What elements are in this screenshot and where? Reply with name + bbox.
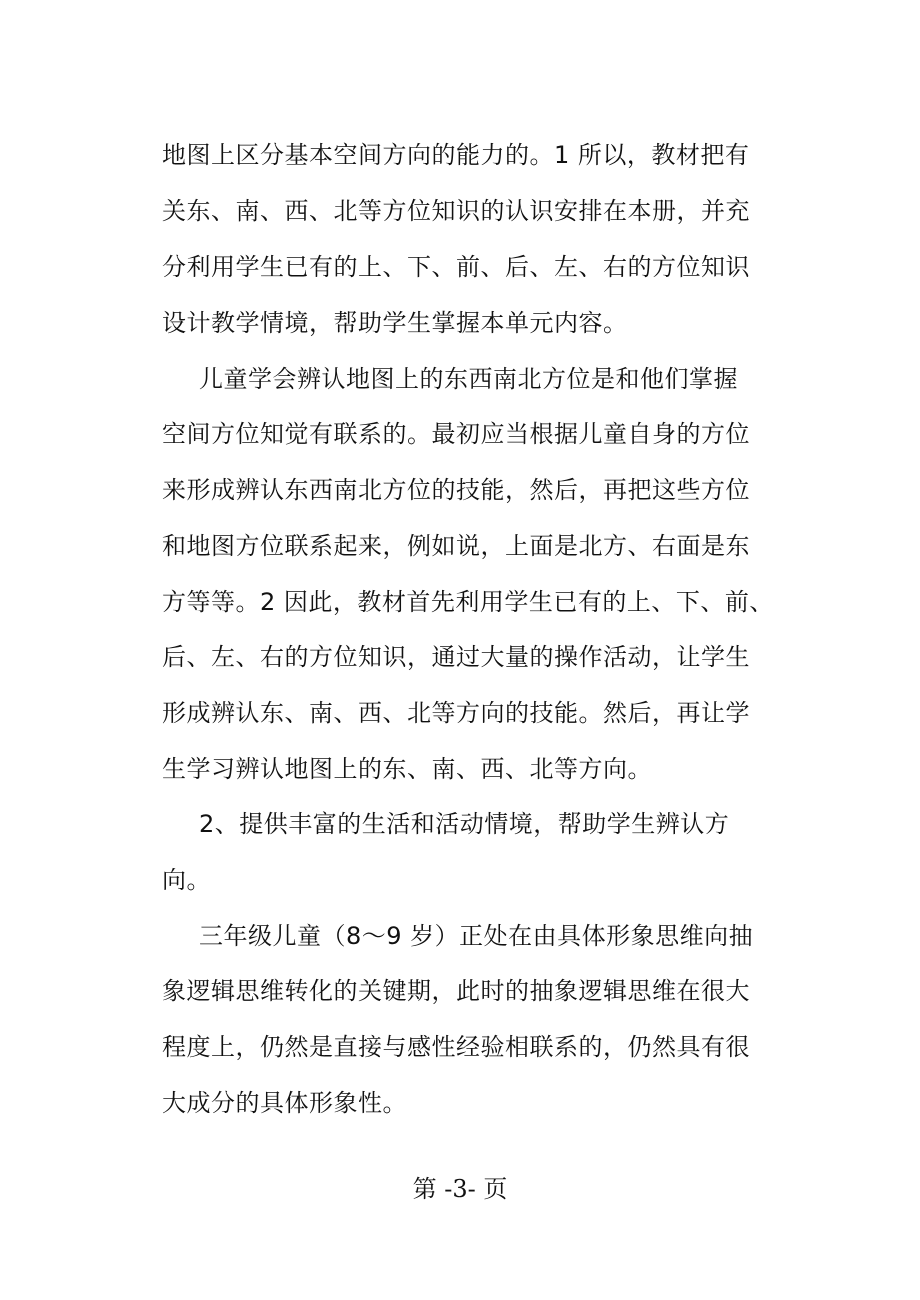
text-line: 象逻辑思维转化的关键期，此时的抽象逻辑思维在很大 [162,977,750,1005]
text-line: 关东、南、西、北等方位知识的认识安排在本册，并充 [162,197,750,225]
text-line: 大成分的具体形象性。 [162,1089,407,1117]
text-line: 形成辨认东、南、西、北等方向的技能。然后，再让学 [162,699,750,727]
page-number: 第 -3- 页 [412,1175,508,1203]
text-line: 方等等。2 因此，教材首先利用学生已有的上、下、前、 [162,588,774,616]
section-heading-line: 向。 [162,866,211,894]
text-line: 程度上，仍然是直接与感性经验相联系的，仍然具有很 [162,1033,750,1061]
text-line: 地图上区分基本空间方向的能力的。1 所以，教材把有 [162,141,750,169]
paragraph-start-line: 儿童学会辨认地图上的东西南北方位是和他们掌握 [199,365,738,393]
paragraph-start-line: 三年级儿童（8～9 岁）正处在由具体形象思维向抽 [199,922,754,950]
text-line: 来形成辨认东西南北方位的技能，然后，再把这些方位 [162,476,750,504]
text-line: 空间方位知觉有联系的。最初应当根据儿童自身的方位 [162,420,750,448]
text-line: 生学习辨认地图上的东、南、西、北等方向。 [162,755,652,783]
text-line: 后、左、右的方位知识，通过大量的操作活动，让学生 [162,643,750,671]
text-line: 分利用学生已有的上、下、前、后、左、右的方位知识 [162,253,750,281]
text-line: 设计教学情境，帮助学生掌握本单元内容。 [162,309,628,337]
section-heading-line: 2、提供丰富的生活和活动情境，帮助学生辨认方 [199,810,730,838]
text-line: 和地图方位联系起来，例如说，上面是北方、右面是东 [162,532,750,560]
